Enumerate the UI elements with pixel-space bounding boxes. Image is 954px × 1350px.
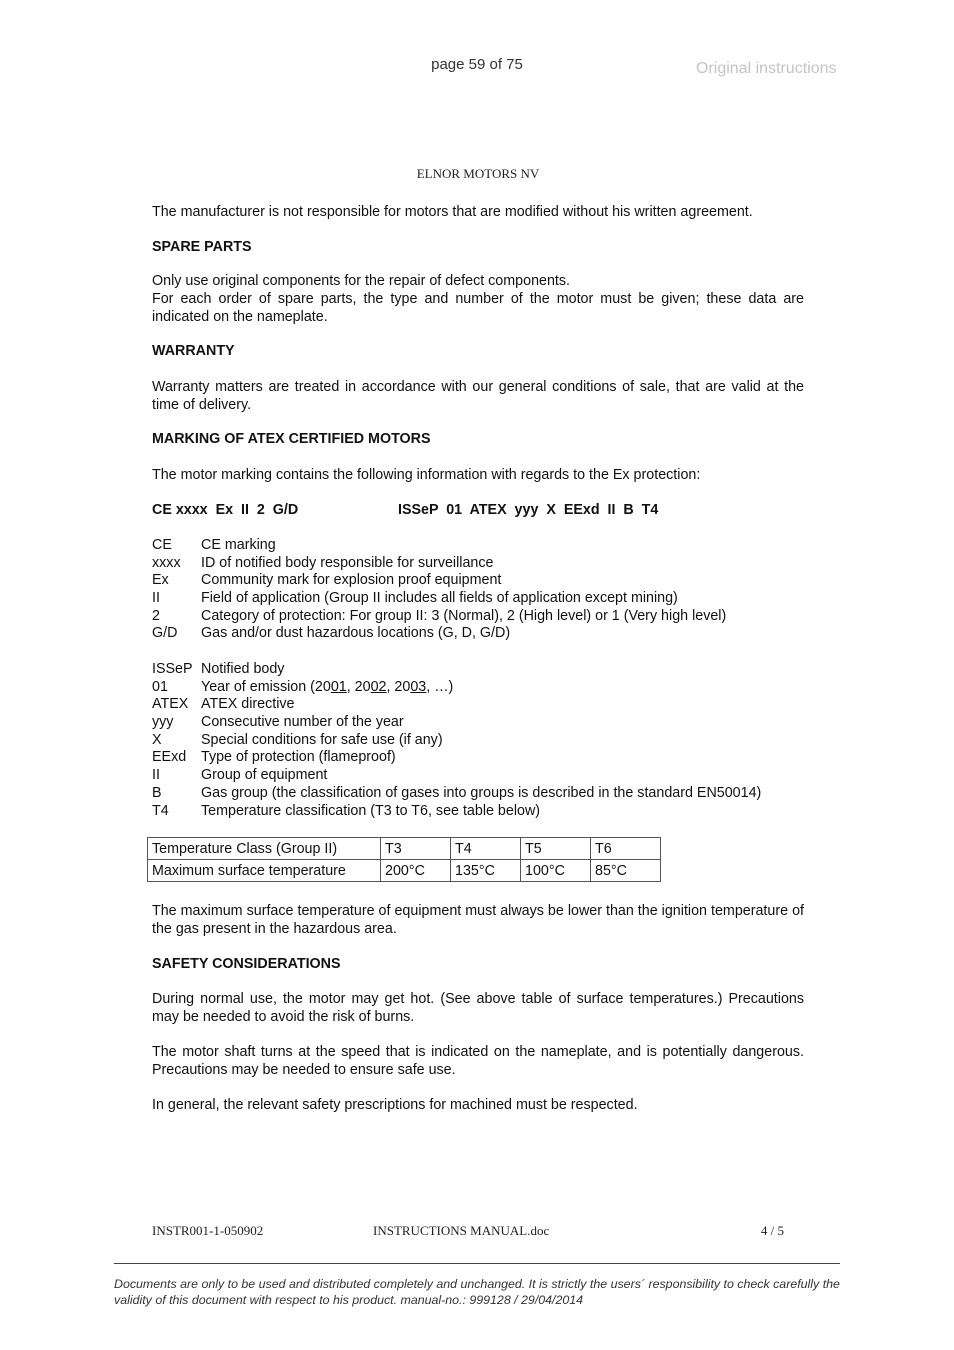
temperature-note: The maximum surface temperature of equipment must always be lower than the ignition temperature of the gas present in the hazardous area. [152,903,804,937]
definition-row [152,696,822,714]
table-row [148,838,661,860]
original-instructions-watermark: Original instructions [696,60,837,77]
safety-paragraph-3: In general, the relevant safety prescriptions for machined must be respected. [152,1097,638,1113]
definition-row [152,732,822,750]
page-number: page 59 of 75 [431,56,523,73]
year-text: Year of emission (20 [201,678,331,695]
footer-divider [114,1263,840,1264]
year-suffix: 02 [370,678,387,695]
definition-row [152,537,812,555]
footer-page: 4 / 5 [760,1223,784,1238]
definition-description: Gas and/or dust hazardous locations (G, D, G/D) [201,625,511,642]
footer-disclaimer: Documents are only to be used and distributed completely and unchanged. It is strictly the users´ responsibility to check carefully the validity of this document with respect to his product. manual-no.: 999128 / 29/04/2014 [114,1277,840,1307]
definition-term: ISSeP [152,661,193,677]
year-suffix: 01 [330,678,347,695]
definition-row [152,555,812,573]
definition-row [152,590,812,608]
table-cell: T4 [451,838,521,860]
definition-term: X [152,731,162,748]
safety-heading: SAFETY CONSIDERATIONS [152,956,341,972]
definition-description: Special conditions for safe use (if any) [201,731,443,748]
definition-row [152,785,822,803]
definition-description: Temperature classification (T3 to T6, see table below) [201,802,541,819]
definition-term: xxxx [152,554,181,571]
definition-row [152,767,822,785]
spare-parts-heading: SPARE PARTS [152,239,252,255]
definition-term: yyy [152,714,174,731]
table-cell: 100°C [521,860,591,882]
definition-description [201,679,453,697]
definition-description: Consecutive number of the year [201,714,404,731]
marking-intro: The motor marking contains the following information with regards to the Ex protection: [152,467,701,483]
marking-code-right: ISSeP 01 ATEX yyy X EExd II B T4 [398,502,659,518]
definition-term: EExd [152,749,187,766]
table-cell: 200°C [381,860,451,882]
definition-term: B [152,784,162,801]
definition-description: Category of protection: For group II: 3 (Normal), 2 (High level) or 1 (Very high level) [201,607,727,624]
definition-description: Group of equipment [201,767,328,784]
definition-term: ATEX [152,696,189,713]
definition-term: Ex [152,572,169,589]
definition-description: Type of protection (flameproof) [201,749,396,766]
table-cell: Maximum surface temperature [148,860,381,882]
footer-doc-id: INSTR001-1-050902 [152,1223,264,1238]
definition-row [152,572,812,590]
table-cell: 135°C [451,860,521,882]
safety-paragraph-2: The motor shaft turns at the speed that is indicated on the nameplate, and is potentially dangerous. Precautions may be needed to ensure safe use. [152,1044,804,1078]
year-text: , 20 [346,678,371,695]
company-name: ELNOR MOTORS NV [416,166,540,181]
spare-parts-line2: For each order of spare parts, the type and number of the motor must be given; these data are indicated on the nameplate. [152,291,804,325]
table-row [148,860,661,882]
definition-description: ID of notified body responsible for surveillance [201,554,494,571]
definition-description: Field of application (Group II includes all fields of application except mining) [201,590,678,607]
intro-paragraph: The manufacturer is not responsible for motors that are modified without his written agreement. [152,204,753,220]
temperature-class-table [147,837,661,882]
definition-term: G/D [152,625,178,642]
table-cell: T3 [381,838,451,860]
year-text: , …) [426,678,454,695]
definition-row [152,661,822,679]
marking-definitions-ce [152,537,812,643]
warranty-heading: WARRANTY [152,343,235,359]
safety-paragraph-1: During normal use, the motor may get hot. (See above table of surface temperatures.) Precautions may be needed to avoid the risk of burns. [152,991,804,1025]
definition-row [152,679,822,697]
warranty-text: Warranty matters are treated in accordance with our general conditions of sale, that are valid at the time of delivery. [152,379,804,413]
year-suffix: 03 [410,678,427,695]
definition-row [152,608,812,626]
marking-heading: MARKING OF ATEX CERTIFIED MOTORS [152,431,431,447]
definition-term: T4 [152,802,169,819]
definition-description: Notified body [201,661,285,677]
table-cell: 85°C [591,860,661,882]
definition-term: CE [152,537,172,553]
table-cell: T6 [591,838,661,860]
marking-definitions-issep [152,661,822,820]
year-text: , 20 [386,678,411,695]
definition-term: 01 [152,678,168,695]
spare-parts-line1: Only use original components for the repair of defect components. [152,273,571,289]
definition-row [152,749,822,767]
footer-doc-name: INSTRUCTIONS MANUAL.doc [373,1223,550,1238]
definition-description: ATEX directive [201,696,295,713]
definition-row [152,803,822,821]
definition-term: 2 [152,607,160,624]
definition-description: Gas group (the classification of gases into groups is described in the standard EN50014) [201,784,762,801]
definition-row [152,625,812,643]
definition-description: CE marking [201,537,276,553]
table-cell: Temperature Class (Group II) [148,838,381,860]
definition-description: Community mark for explosion proof equipment [201,572,502,589]
definition-row [152,714,822,732]
table-cell: T5 [521,838,591,860]
definition-term: II [152,590,160,607]
definition-term: II [152,767,160,784]
marking-code-left: CE xxxx Ex II 2 G/D [152,502,299,518]
